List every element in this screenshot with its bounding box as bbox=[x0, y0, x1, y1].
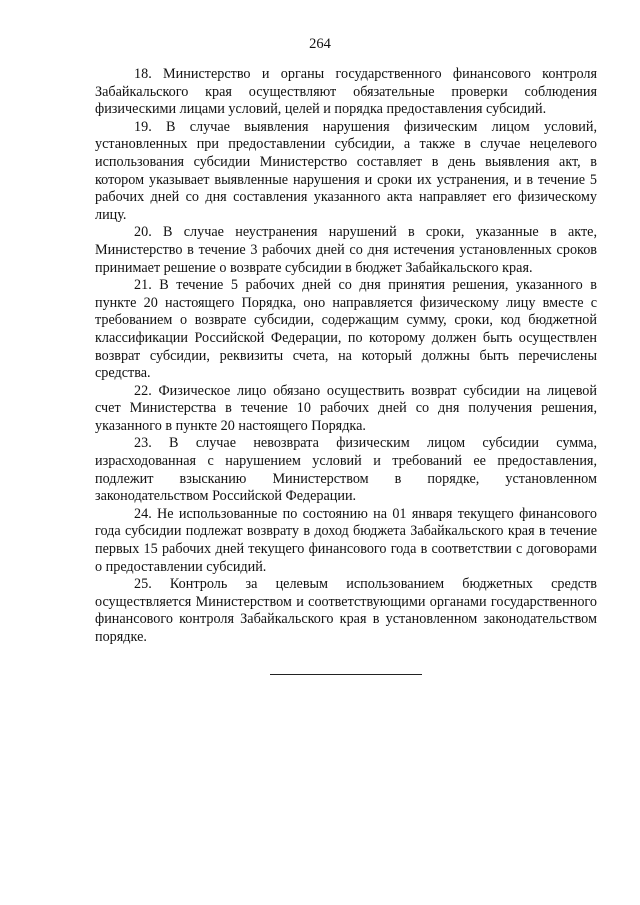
paragraph-25: 25. Контроль за целевым использованием бюджетных средств осуществляется Министерством и соответствующими органами государственного финансового контроля Забайкальского края в установленном законодательством порядке. bbox=[95, 576, 597, 645]
paragraph-21: 21. В течение 5 рабочих дней со дня принятия решения, указанного в пункте 20 настоящего Порядка, оно направляется физическому лицу вместе с требованием о возврате субсидии, содержащим сумму, сроки, код бюджетной классификации Российской Федерации, по которому должен быть осуществлен возврат субсидии, реквизиты счета, на который должны быть перечислены средства. bbox=[95, 277, 597, 382]
end-of-document-rule bbox=[270, 674, 422, 675]
paragraph-24: 24. Не использованные по состоянию на 01 января текущего финансового года субсидии подлежат возврату в доход бюджета Забайкальского края в течение первых 15 рабочих дней текущего финансового года в соответствии с договорами о предоставлении субсидий. bbox=[95, 505, 597, 575]
paragraph-19: 19. В случае выявления нарушения физическим лицом условий, установленных при предоставлении субсидии, а также в случае нецелевого использования субсидии Министерство составляет в день выявления акт, в котором указывает выявленные нарушения и сроки их устранения, и в течение 5 рабочих дней со дня составления указанного акта направляет его физическому лицу. bbox=[95, 118, 597, 223]
paragraph-22: 22. Физическое лицо обязано осуществить возврат субсидии на лицевой счет Министерства в течение 10 рабочих дней со дня получения решения, указанного в пункте 20 настоящего Порядка. bbox=[95, 382, 597, 434]
paragraph-18: 18. Министерство и органы государственного финансового контроля Забайкальского края осуществляют обязательные проверки соблюдения физическими лицами условий, целей и порядка предоставления субсидий. bbox=[95, 66, 597, 118]
paragraph-20: 20. В случае неустранения нарушений в сроки, указанные в акте, Министерство в течение 3 рабочих дней со дня истечения установленных сроков принимает решение о возврате субсидии в бюджет Забайкальского края. bbox=[95, 224, 597, 276]
document-body bbox=[95, 66, 597, 647]
page-number: 264 bbox=[309, 36, 331, 52]
paragraph-23: 23. В случае невозврата физическим лицом субсидии сумма, израсходованная с нарушением условий и требований ее предоставления, подлежит взысканию Министерством в порядке, установленном законодательством Российской Федерации. bbox=[95, 435, 597, 505]
